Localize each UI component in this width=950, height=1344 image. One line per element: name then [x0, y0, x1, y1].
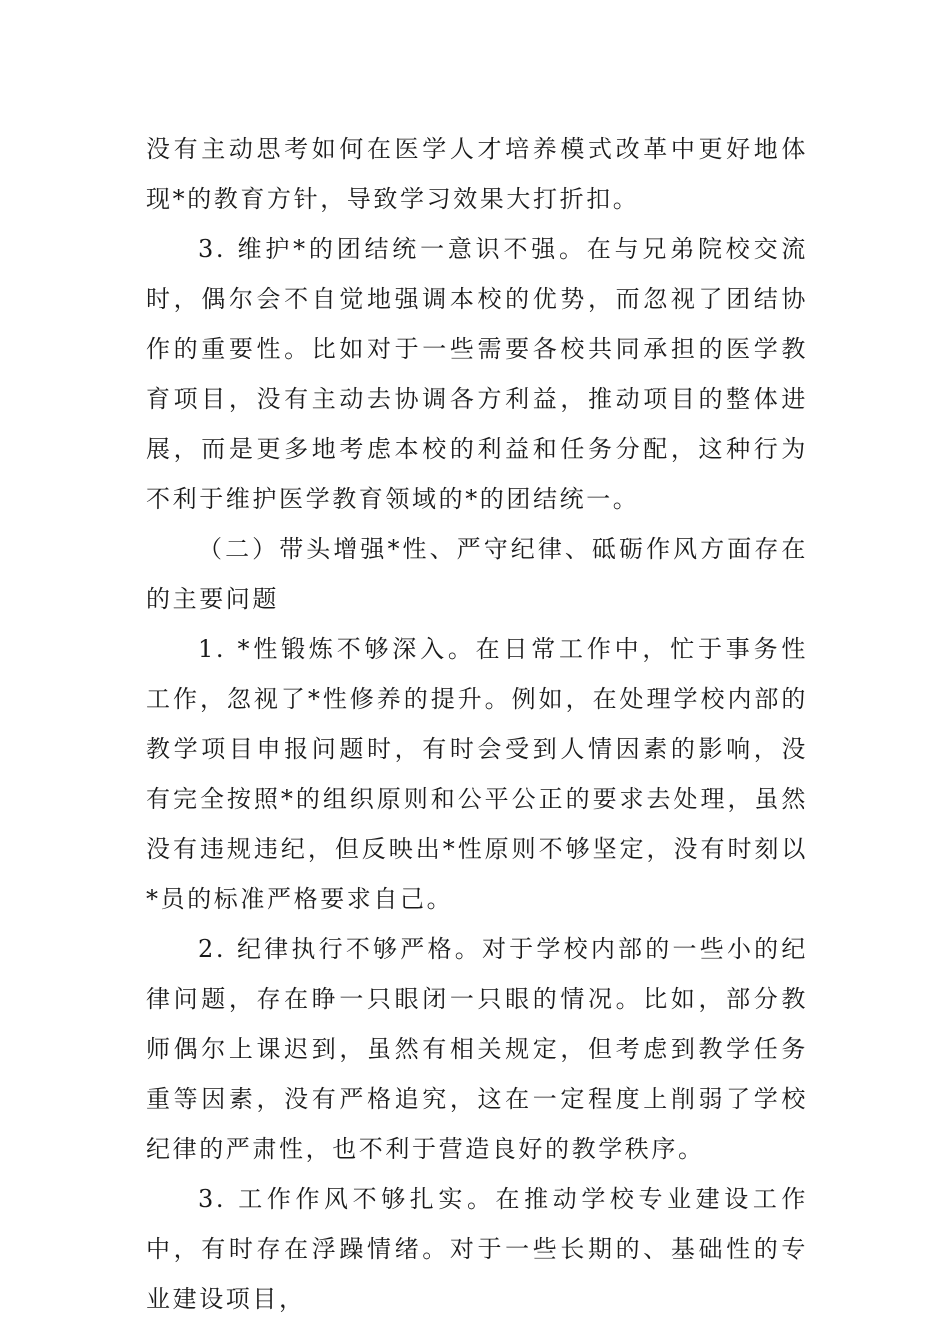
section-heading-2: （二）带头增强*性、严守纪律、砥砺作风方面存在的主要问题	[146, 535, 808, 613]
paragraph-item-2-discipline: 2. 纪律执行不够严格。对于学校内部的一些小的纪律问题，存在睁一只眼闭一只眼的情况。比如，部分教师偶尔上课迟到，虽然有相关规定，但考虑到教学任务重等因素，没有严格追究，这在一定程度上削弱了学校纪律的严肃性，也不利于营造良好的教学秩序。	[146, 935, 808, 1163]
document-body	[146, 124, 808, 1324]
paragraph-item-3-unity: 3. 维护*的团结统一意识不强。在与兄弟院校交流时，偶尔会不自觉地强调本校的优势，而忽视了团结协作的重要性。比如对于一些需要各校共同承担的医学教育项目，没有主动去协调各方利益，推动项目的整体进展，而是更多地考虑本校的利益和任务分配，这种行为不利于维护医学教育领域的*的团结统一。	[146, 235, 808, 513]
paragraph-item-3-work-style: 3. 工作作风不够扎实。在推动学校专业建设工作中，有时存在浮躁情绪。对于一些长期的、基础性的专业建设项目，	[146, 1185, 808, 1313]
paragraph-item-1-party-spirit: 1. *性锻炼不够深入。在日常工作中，忙于事务性工作，忽视了*性修养的提升。例如，在处理学校内部的教学项目申报问题时，有时会受到人情因素的影响，没有完全按照*的组织原则和公平公正的要求去处理，虽然没有违规违纪，但反映出*性原则不够坚定，没有时刻以*员的标准严格要求自己。	[146, 635, 808, 913]
paragraph-continuation: 没有主动思考如何在医学人才培养模式改革中更好地体现*的教育方针，导致学习效果大打折扣。	[146, 135, 808, 213]
